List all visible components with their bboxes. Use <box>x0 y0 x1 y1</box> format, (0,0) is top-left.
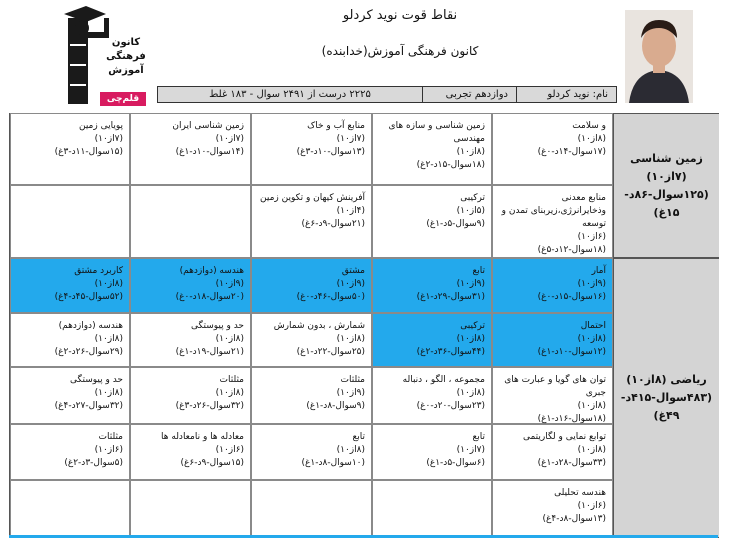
topic-rank: (۸از۱۰) <box>336 334 365 344</box>
topic-stats: (۱۵سوال-۹د-۶غ) <box>180 458 244 468</box>
empty-cell <box>251 480 372 538</box>
topic-title: هندسه (دوازدهم) <box>58 321 123 331</box>
topic-cell <box>130 424 251 480</box>
topic-stats: (۱۳سوال-۱۰د-۳غ) <box>296 147 365 157</box>
student-grade: دوازدهم تجربی <box>422 87 516 102</box>
topic-stats: (۱۶سوال-۱۵د-۰غ) <box>537 292 606 302</box>
category-math: ریاضی (۸از۱۰) (۴۸۳سوال-۴۱۵د- ۴۹غ) <box>613 258 719 538</box>
topic-stats: (۱۸سوال-۱۵د-۲غ) <box>416 160 485 170</box>
topic-cell <box>372 367 492 424</box>
topic-title: توابع نمایی و لگاریتمی <box>522 432 606 442</box>
page-title: نقاط قوت نوید کردلو <box>342 8 458 23</box>
topic-stats: (۱۸سوال-۱۲د-۵غ) <box>537 245 606 255</box>
topic-cell <box>130 313 251 367</box>
topic-rank: (۸از۱۰) <box>577 445 606 455</box>
topic-rank: (۸از۱۰) <box>577 134 606 144</box>
topic-cell <box>130 113 251 185</box>
empty-cell <box>10 185 130 258</box>
topic-title: تابع <box>472 266 485 276</box>
topic-stats: (۲۳سوال-۲۰د-۰غ) <box>416 401 485 411</box>
topic-cell <box>492 480 613 538</box>
topic-cell <box>492 185 613 258</box>
topic-stats: (۱۸سوال-۱۶د-۱غ) <box>537 414 606 424</box>
logo-text: کانون فرهنگی آموزش <box>106 37 146 76</box>
topic-title: ترکیبی <box>460 193 485 203</box>
topic-cell <box>251 113 372 185</box>
category-geology: زمین شناسی (۷از۱۰) (۱۲۵سوال-۸۶د- ۱۵غ) <box>613 113 719 258</box>
topic-stats: (۳۲سوال-۲۷د-۴غ) <box>54 401 123 411</box>
topic-cell <box>251 313 372 367</box>
strengths-table <box>9 113 718 538</box>
topic-rank: (۹از۱۰) <box>336 388 365 398</box>
topic-title: معادله ها و نامعادله ها <box>161 432 244 442</box>
topic-stats: (۵سوال-۳د-۲غ) <box>64 458 123 468</box>
topic-cell <box>251 185 372 258</box>
topic-cell <box>10 113 130 185</box>
topic-cell <box>492 113 613 185</box>
topic-rank: (۷از۱۰) <box>94 134 123 144</box>
topic-rank: (۸از۱۰) <box>215 334 244 344</box>
topic-cell <box>492 367 613 424</box>
topic-title: احتمال <box>580 321 606 331</box>
topic-title: مجموعه ، الگو ، دنباله <box>402 375 485 385</box>
topic-title: تابع <box>352 432 365 442</box>
topic-rank: (۸از۱۰) <box>336 445 365 455</box>
topic-stats: (۱۲سوال-۱۰د-۱غ) <box>537 347 606 357</box>
topic-cell <box>251 424 372 480</box>
topic-title: تابع <box>472 432 485 442</box>
topic-stats: (۱۴سوال-۱۰د-۱غ) <box>175 147 244 157</box>
topic-stats: (۳۳سوال-۲۸د-۱غ) <box>537 458 606 468</box>
topic-cell <box>251 258 372 313</box>
topic-rank: (۸از۱۰) <box>94 334 123 344</box>
topic-rank: (۹از۱۰) <box>336 279 365 289</box>
topic-title: منابع معدنی وذخایرانرژی،زیربنای تمدن و توسعه <box>501 193 606 229</box>
topic-rank: (۹از۱۰) <box>215 279 244 289</box>
topic-stats: (۲۵سوال-۲۲د-۱غ) <box>296 347 365 357</box>
topic-cell <box>130 367 251 424</box>
topic-cell <box>10 258 130 313</box>
topic-rank: (۶از۱۰) <box>215 445 244 455</box>
topic-rank: (۸از۱۰) <box>94 388 123 398</box>
page-subtitle: کانون فرهنگی آموزش(خدابنده) <box>321 44 479 58</box>
topic-cell <box>10 313 130 367</box>
topic-cell <box>10 367 130 424</box>
topic-stats: (۳۲سوال-۲۶د-۳غ) <box>175 401 244 411</box>
topic-rank: (۷از۱۰) <box>456 445 485 455</box>
topic-rank: (۸از۱۰) <box>456 388 485 398</box>
topic-cell <box>10 424 130 480</box>
topic-cell <box>492 313 613 367</box>
topic-title: زمین شناسی ایران <box>172 121 244 131</box>
topic-stats: (۹سوال-۸د-۱غ) <box>306 401 365 411</box>
topic-rank: (۸از۱۰) <box>577 401 606 411</box>
topic-stats: (۱۷سوال-۱۴د-۰غ) <box>537 147 606 157</box>
topic-cell <box>372 113 492 185</box>
topic-title: آمار <box>591 266 606 276</box>
empty-cell <box>130 480 251 538</box>
empty-cell <box>130 185 251 258</box>
topic-cell <box>372 258 492 313</box>
topic-rank: (۸از۱۰) <box>215 388 244 398</box>
topic-rank: (۶از۱۰) <box>577 232 606 242</box>
topic-title: زمین شناسی و سازه های مهندسی <box>388 121 485 144</box>
student-name: نام: نوید کردلو <box>516 87 616 102</box>
topic-cell <box>130 258 251 313</box>
empty-cell <box>372 480 492 538</box>
topic-title: توان های گویا و عبارت های جبری <box>504 375 606 398</box>
topic-cell <box>492 424 613 480</box>
topic-title: مشتق <box>341 266 365 276</box>
topic-stats: (۲۹سوال-۲۶د-۲غ) <box>54 347 123 357</box>
topic-rank: (۴از۱۰) <box>336 206 365 216</box>
logo-badge: قلم‌چی <box>100 92 146 106</box>
topic-stats: (۱۰سوال-۸د-۱غ) <box>301 458 365 468</box>
topic-stats: (۲۱سوال-۹د-۶غ) <box>301 219 365 229</box>
topic-stats: (۵۲سوال-۴۵د-۴غ) <box>54 292 123 302</box>
topic-title: مثلثات <box>98 432 123 442</box>
topic-cell <box>372 424 492 480</box>
student-info-bar <box>157 86 617 103</box>
topic-title: حد و پیوستگی <box>191 321 244 331</box>
topic-rank: (۹از۱۰) <box>456 279 485 289</box>
topic-title: شمارش ، بدون شمارش <box>273 321 365 331</box>
topic-stats: (۱۳سوال-۸د-۴غ) <box>542 514 606 524</box>
topic-cell <box>492 258 613 313</box>
topic-stats: (۳۱سوال-۲۹د-۱غ) <box>416 292 485 302</box>
topic-rank: (۹از۱۰) <box>577 279 606 289</box>
topic-stats: (۴۴سوال-۳۶د-۲غ) <box>416 347 485 357</box>
topic-stats: (۹سوال-۵د-۱غ) <box>426 219 485 229</box>
topic-stats: (۲۰سوال-۱۸د-۰غ) <box>175 292 244 302</box>
topic-cell <box>251 367 372 424</box>
topic-title: حد و پیوستگی <box>70 375 123 385</box>
topic-rank: (۸از۱۰) <box>94 279 123 289</box>
topic-stats: (۱۵سوال-۱۱د-۳غ) <box>54 147 123 157</box>
student-photo <box>625 10 693 103</box>
topic-stats: (۲۱سوال-۱۹د-۱غ) <box>175 347 244 357</box>
topic-rank: (۶از۱۰) <box>577 501 606 511</box>
topic-stats: (۶سوال-۵د-۱غ) <box>426 458 485 468</box>
topic-title: هندسه تحلیلی <box>554 488 606 498</box>
topic-title: مثلثات <box>340 375 365 385</box>
topic-title: ترکیبی <box>460 321 485 331</box>
topic-title: کاربرد مشتق <box>74 266 123 276</box>
topic-rank: (۸از۱۰) <box>456 334 485 344</box>
topic-title: و سلامت <box>572 121 606 131</box>
topic-rank: (۷از۱۰) <box>336 134 365 144</box>
topic-title: آفرینش کیهان و تکوین زمین <box>260 193 365 203</box>
topic-rank: (۷از۱۰) <box>215 134 244 144</box>
topic-title: منابع آب و خاک <box>307 121 365 131</box>
topic-stats: (۵۰سوال-۴۶د-۰غ) <box>296 292 365 302</box>
topic-rank: (۸از۱۰) <box>456 147 485 157</box>
topic-rank: (۵از۱۰) <box>456 206 485 216</box>
topic-rank: (۸از۱۰) <box>577 334 606 344</box>
student-stats: ۲۲۲۵ درست از ۲۴۹۱ سوال - ۱۸۳ غلط <box>209 89 371 100</box>
topic-cell <box>372 313 492 367</box>
topic-title: پویایی زمین <box>78 121 123 131</box>
topic-rank: (۶از۱۰) <box>94 445 123 455</box>
topic-title: مثلثات <box>219 375 244 385</box>
topic-cell <box>372 185 492 258</box>
topic-title: هندسه (دوازدهم) <box>179 266 244 276</box>
empty-cell <box>10 480 130 538</box>
